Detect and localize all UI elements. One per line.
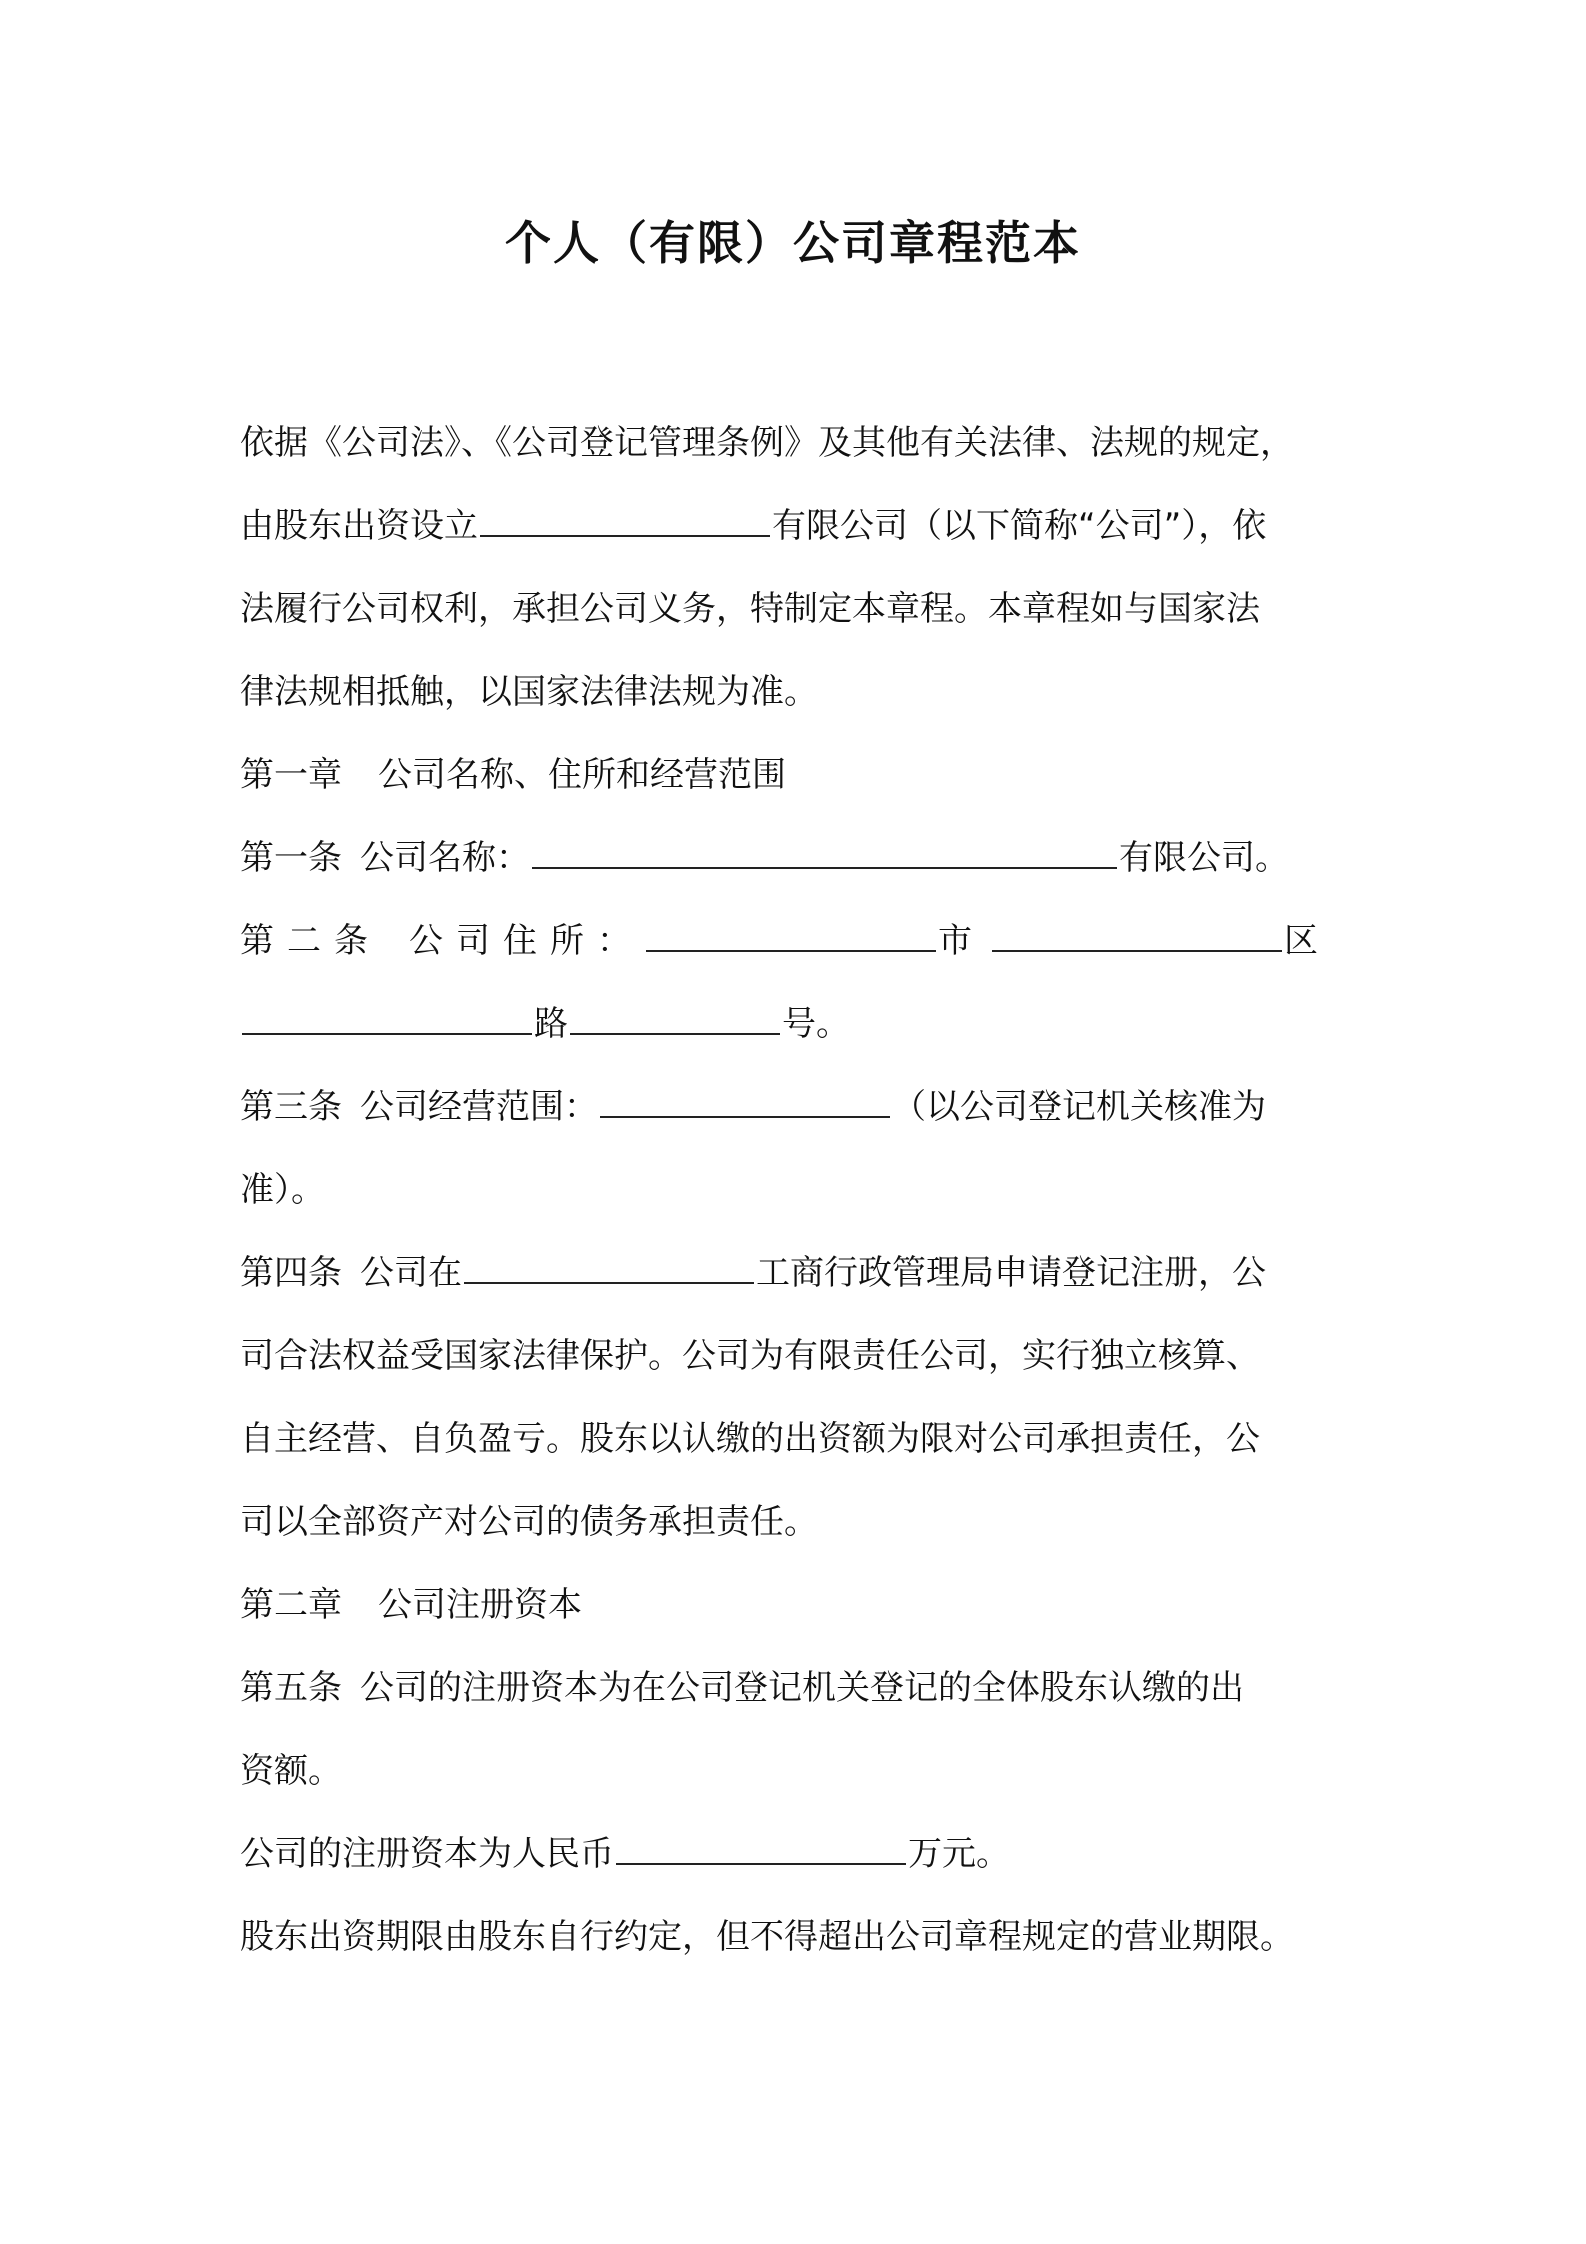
company-name-blank[interactable] xyxy=(532,837,1117,869)
chapter-1-heading xyxy=(240,734,1360,817)
document-body xyxy=(240,402,1360,1979)
company-name-blank[interactable] xyxy=(480,505,770,537)
road-blank[interactable] xyxy=(242,1003,532,1035)
article-4 xyxy=(240,1232,1360,1315)
article-5 xyxy=(240,1647,1360,1730)
article-number: 第四条 xyxy=(240,1253,342,1293)
article-label: 公司名称： xyxy=(360,838,530,878)
intro-text: 由股东出资设立 xyxy=(240,506,478,546)
article-3 xyxy=(240,1066,1360,1149)
article-text: 号。 xyxy=(782,1004,850,1044)
article-text: 区 xyxy=(1284,921,1318,961)
registration-office-blank[interactable] xyxy=(464,1252,754,1284)
article-2-cont xyxy=(240,983,1360,1066)
article-number: 第五条 xyxy=(240,1668,342,1708)
article-1 xyxy=(240,817,1360,900)
chapter-title: 公司名称、住所和经营范围 xyxy=(378,755,786,795)
chapter-number: 第一章 xyxy=(240,755,342,795)
district-blank[interactable] xyxy=(992,920,1282,952)
article-2 xyxy=(240,900,1360,983)
intro-line-4: 律法规相抵触，以国家法律法规为准。 xyxy=(240,672,818,712)
article-3-cont: 准）。 xyxy=(240,1170,325,1210)
capital-text: 公司的注册资本为人民币 xyxy=(240,1834,614,1874)
document-title: 个人（有限）公司章程范本 xyxy=(505,216,1081,270)
article-number: 第三条 xyxy=(240,1087,342,1127)
capital-unit: 万元。 xyxy=(908,1834,1010,1874)
article-4-line-2: 司合法权益受国家法律保护。公司为有限责任公司，实行独立核算、 xyxy=(240,1336,1260,1376)
article-text: 公司的注册资本为在公司登记机关登记的全体股东认缴的出 xyxy=(360,1668,1244,1708)
article-text: 市 xyxy=(938,921,972,961)
registered-capital xyxy=(240,1813,1360,1896)
article-text: 路 xyxy=(534,1004,568,1044)
article-5-cont: 资额。 xyxy=(240,1751,342,1791)
intro-line-1: 依据《公司法》、《公司登记管理条例》及其他有关法律、法规的规定， xyxy=(240,423,1294,463)
article-text: 有限公司。 xyxy=(1119,838,1289,878)
chapter-number: 第二章 xyxy=(240,1585,342,1625)
article-label: 公司经营范围： xyxy=(360,1087,598,1127)
capital-amount-blank[interactable] xyxy=(616,1833,906,1865)
intro-line-2 xyxy=(240,485,1360,568)
city-blank[interactable] xyxy=(646,920,936,952)
chapter-title: 公司注册资本 xyxy=(378,1585,582,1625)
article-number: 第一条 xyxy=(240,838,342,878)
intro-line-3: 法履行公司权利，承担公司义务，特制定本章程。本章程如与国家法 xyxy=(240,589,1260,629)
business-scope-blank[interactable] xyxy=(600,1086,890,1118)
article-4-line-3: 自主经营、自负盈亏。股东以认缴的出资额为限对公司承担责任，公 xyxy=(240,1419,1260,1459)
article-label: 公司住所： xyxy=(409,921,644,961)
article-number: 第二条 xyxy=(240,921,381,961)
contribution-term: 股东出资期限由股东自行约定，但不得超出公司章程规定的营业期限。 xyxy=(240,1917,1294,1957)
article-4-line-4: 司以全部资产对公司的债务承担责任。 xyxy=(240,1502,818,1542)
house-number-blank[interactable] xyxy=(570,1003,780,1035)
article-text: 工商行政管理局申请登记注册，公 xyxy=(756,1253,1266,1293)
chapter-2-heading xyxy=(240,1564,1360,1647)
intro-text: 有限公司（以下简称“公司”），依 xyxy=(772,506,1267,546)
article-text: （以公司登记机关核准为 xyxy=(892,1087,1266,1127)
article-text: 公司在 xyxy=(360,1253,462,1293)
